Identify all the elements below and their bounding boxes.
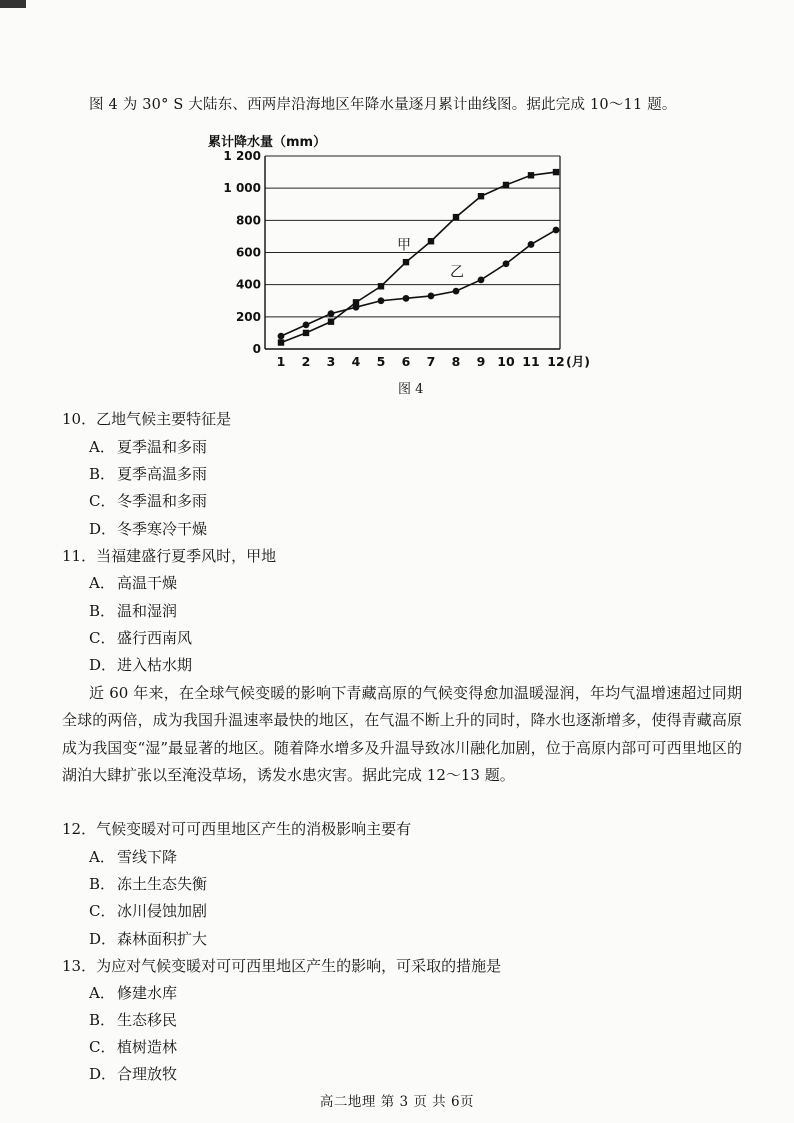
option-letter: B． <box>89 875 116 893</box>
data-point-circle <box>428 293 435 300</box>
data-point-square <box>478 193 484 199</box>
data-point-circle <box>553 227 560 234</box>
x-tick-label: 1 <box>276 354 286 369</box>
option-letter: D． <box>89 1065 117 1083</box>
x-tick-label: 10 <box>497 354 515 369</box>
data-point-square <box>403 259 409 265</box>
option-letter: C． <box>89 1038 116 1056</box>
option-text: 盛行西南风 <box>117 629 193 647</box>
option-text: 生态移民 <box>117 1011 178 1029</box>
data-point-square <box>528 172 534 178</box>
y-tick-label: 600 <box>235 245 261 260</box>
figure-intro: 图 4 为 30° S 大陆东、西两岸沿海地区年降水量逐月累计曲线图。据此完成 10～11 题。 <box>89 97 677 113</box>
option-text: 植树造林 <box>117 1038 178 1056</box>
q10-option-a[interactable] <box>89 436 207 457</box>
option-letter: A． <box>89 574 115 592</box>
data-point-circle <box>278 333 285 340</box>
q13-option-d[interactable] <box>89 1063 177 1084</box>
option-letter: C． <box>89 902 116 920</box>
x-tick-label: 12 <box>547 354 565 369</box>
data-point-circle <box>353 304 360 311</box>
x-tick-label: 3 <box>326 354 336 369</box>
data-point-square <box>453 214 459 220</box>
series-line-1 <box>281 230 556 336</box>
q10-option-d[interactable] <box>89 518 207 539</box>
x-tick-label: 5 <box>376 354 386 369</box>
option-letter: A． <box>89 984 115 1002</box>
q13-option-a[interactable] <box>89 982 177 1003</box>
option-letter: C． <box>89 492 116 510</box>
y-tick-label: 800 <box>235 213 261 228</box>
option-letter: B． <box>89 1011 116 1029</box>
data-point-square <box>278 339 284 345</box>
data-point-square <box>503 182 509 188</box>
question-10-stem: 10．乙地气候主要特征是 <box>62 410 232 428</box>
x-tick-label: 4 <box>351 354 361 369</box>
x-tick-label: 7 <box>426 354 436 369</box>
x-tick-label: 2 <box>301 354 311 369</box>
option-text: 冬季寒冷干燥 <box>117 520 208 538</box>
option-text: 高温干燥 <box>117 574 178 592</box>
y-tick-label: 200 <box>235 309 261 324</box>
page-footer: 高二地理 第 3 页 共 6页 <box>319 1094 475 1110</box>
series-label-yi: 乙 <box>450 264 464 281</box>
option-text: 夏季高温多雨 <box>117 465 208 483</box>
x-axis-label: (月) <box>566 354 590 369</box>
cumulative-precipitation-chart <box>200 128 600 378</box>
x-tick-label: 6 <box>401 354 411 369</box>
q11-option-b[interactable] <box>89 600 177 621</box>
option-letter: A． <box>89 848 115 866</box>
option-text: 夏季温和多雨 <box>117 438 208 456</box>
y-tick-label: 1 000 <box>223 181 261 196</box>
q12-option-d[interactable] <box>89 928 207 949</box>
y-axis-label: 累计降水量（mm） <box>208 135 327 150</box>
data-point-circle <box>328 310 335 317</box>
reading-passage <box>62 680 742 789</box>
option-text: 合理放牧 <box>117 1065 178 1083</box>
y-tick-label: 400 <box>235 277 261 292</box>
series-label-jia: 甲 <box>397 237 411 254</box>
q10-option-c[interactable] <box>89 490 207 511</box>
option-text: 冻土生态失衡 <box>117 875 208 893</box>
option-text: 雪线下降 <box>117 848 178 866</box>
q12-option-c[interactable] <box>89 900 207 921</box>
data-point-circle <box>378 297 385 304</box>
data-point-circle <box>478 276 485 283</box>
option-letter: B． <box>89 465 116 483</box>
q11-option-a[interactable] <box>89 572 177 593</box>
figure-caption: 图 4 <box>398 382 424 397</box>
question-12-stem: 12．气候变暖对可可西里地区产生的消极影响主要有 <box>62 820 412 838</box>
option-text: 冰川侵蚀加剧 <box>117 902 208 920</box>
option-letter: D． <box>89 520 117 538</box>
data-point-square <box>428 238 434 244</box>
data-point-circle <box>453 288 460 295</box>
option-text: 冬季温和多雨 <box>117 492 208 510</box>
data-point-circle <box>303 321 310 328</box>
data-point-circle <box>503 260 510 267</box>
q11-option-c[interactable] <box>89 627 192 648</box>
data-point-square <box>553 169 559 175</box>
y-tick-label: 1 200 <box>223 149 261 163</box>
data-point-circle <box>528 241 535 248</box>
option-letter: D． <box>89 656 117 674</box>
passage-paragraph: 近 60 年来，在全球气候变暖的影响下青藏高原的气候变得愈加温暖湿润，年均气温增速超过同期全球的两倍，成为我国升温速率最快的地区，在气温不断上升的同时，降水也逐渐增多，使得青藏高原成为我国变“湿”最显著的地区。随着降水增多及升温导致冰川融化加剧，位于高原内部可可西里地区的湖泊大肆扩张以至淹没草场，诱发水患灾害。据此完成 12～13 题。 <box>62 684 742 784</box>
option-letter: A． <box>89 438 115 456</box>
option-text: 森林面积扩大 <box>117 930 208 948</box>
scan-corner-mark <box>0 0 26 8</box>
option-text: 温和湿润 <box>117 602 178 620</box>
question-11-stem: 11．当福建盛行夏季风时，甲地 <box>62 547 277 565</box>
data-point-square <box>328 318 334 324</box>
option-text: 修建水库 <box>117 984 178 1002</box>
y-tick-label: 0 <box>252 342 261 356</box>
option-letter: C． <box>89 629 116 647</box>
q10-option-b[interactable] <box>89 463 207 484</box>
x-tick-label: 9 <box>476 354 486 369</box>
data-point-circle <box>403 295 410 302</box>
q13-option-b[interactable] <box>89 1009 177 1030</box>
q12-option-b[interactable] <box>89 873 207 894</box>
q12-option-a[interactable] <box>89 846 177 867</box>
data-point-square <box>303 330 309 336</box>
q13-option-c[interactable] <box>89 1036 177 1057</box>
q11-option-d[interactable] <box>89 654 192 675</box>
question-13-stem: 13．为应对气候变暖对可可西里地区产生的影响，可采取的措施是 <box>62 957 502 975</box>
option-letter: D． <box>89 930 117 948</box>
option-letter: B． <box>89 602 116 620</box>
data-point-square <box>378 283 384 289</box>
option-text: 进入枯水期 <box>117 656 193 674</box>
x-tick-label: 8 <box>451 354 461 369</box>
x-tick-label: 11 <box>522 354 540 369</box>
